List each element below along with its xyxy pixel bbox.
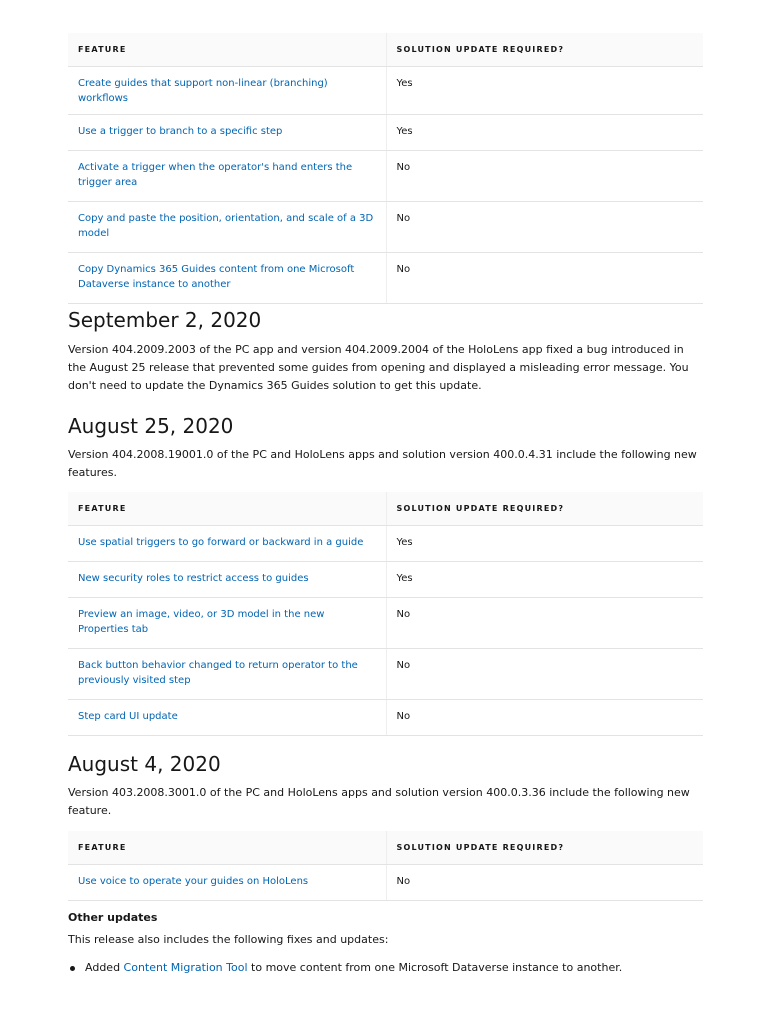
feature-link[interactable]: Back button behavior changed to return operator to the previously visited step xyxy=(68,649,386,700)
other-updates-intro: This release also includes the following fixes and updates: xyxy=(68,933,389,946)
required-value: Yes xyxy=(386,526,703,562)
list-item xyxy=(70,959,622,977)
table-row xyxy=(68,865,703,901)
feature-link[interactable]: Use voice to operate your guides on HoloLens xyxy=(68,865,386,901)
table-row xyxy=(68,562,703,598)
required-value: Yes xyxy=(386,67,703,115)
section-body-september-2: Version 404.2009.2003 of the PC app and version 404.2009.2004 of the HoloLens app fixed a bug introduced in the August 25 release that prevented some guides from opening and displayed a misleading error message. You don't need to update the Dynamics 365 Guides solution to get this update. xyxy=(68,343,689,392)
table-row xyxy=(68,598,703,649)
table-row xyxy=(68,253,703,304)
table-header-row xyxy=(68,33,703,67)
feature-link[interactable]: Step card UI update xyxy=(68,700,386,736)
section-heading-september-2: September 2, 2020 xyxy=(68,308,262,332)
table-header-row xyxy=(68,492,703,526)
bullet-prefix: Added xyxy=(85,961,121,974)
required-value: No xyxy=(386,700,703,736)
required-value: No xyxy=(386,865,703,901)
solution-update-column-header: SOLUTION UPDATE REQUIRED? xyxy=(386,492,703,526)
table-row xyxy=(68,67,703,115)
content-migration-tool-link[interactable]: Content Migration Tool xyxy=(123,961,248,974)
section-heading-august-4: August 4, 2020 xyxy=(68,752,221,776)
feature-link[interactable]: Use spatial triggers to go forward or backward in a guide xyxy=(68,526,386,562)
feature-column-header: FEATURE xyxy=(68,831,386,865)
required-value: No xyxy=(386,202,703,253)
feature-table-3 xyxy=(68,831,703,901)
solution-update-column-header: SOLUTION UPDATE REQUIRED? xyxy=(386,33,703,67)
table-header-row xyxy=(68,831,703,865)
required-value: No xyxy=(386,649,703,700)
feature-link[interactable]: Create guides that support non-linear (branching) workflows xyxy=(68,67,386,115)
section-body-august-4: Version 403.2008.3001.0 of the PC and HoloLens apps and solution version 400.0.3.36 include the following new feature. xyxy=(68,786,690,817)
feature-link[interactable]: Preview an image, video, or 3D model in the new Properties tab xyxy=(68,598,386,649)
feature-link[interactable]: Copy and paste the position, orientation, and scale of a 3D model xyxy=(68,202,386,253)
feature-link[interactable]: Use a trigger to branch to a specific step xyxy=(68,115,386,151)
other-updates-heading: Other updates xyxy=(68,911,158,924)
feature-link[interactable]: New security roles to restrict access to guides xyxy=(68,562,386,598)
required-value: No xyxy=(386,598,703,649)
feature-column-header: FEATURE xyxy=(68,33,386,67)
bullet-suffix: to move content from one Microsoft Dataverse instance to another. xyxy=(251,961,623,974)
solution-update-column-header: SOLUTION UPDATE REQUIRED? xyxy=(386,831,703,865)
feature-link[interactable]: Activate a trigger when the operator's hand enters the trigger area xyxy=(68,151,386,202)
required-value: No xyxy=(386,151,703,202)
table-row xyxy=(68,700,703,736)
feature-table-1 xyxy=(68,33,703,304)
feature-column-header: FEATURE xyxy=(68,492,386,526)
bullet-icon xyxy=(70,966,75,971)
required-value: Yes xyxy=(386,115,703,151)
required-value: No xyxy=(386,253,703,304)
table-row xyxy=(68,115,703,151)
feature-link[interactable]: Copy Dynamics 365 Guides content from one Microsoft Dataverse instance to another xyxy=(68,253,386,304)
table-row xyxy=(68,649,703,700)
required-value: Yes xyxy=(386,562,703,598)
table-row xyxy=(68,526,703,562)
section-body-august-25: Version 404.2008.19001.0 of the PC and HoloLens apps and solution version 400.0.4.31 include the following new features. xyxy=(68,448,697,479)
table-row xyxy=(68,202,703,253)
table-row xyxy=(68,151,703,202)
feature-table-2 xyxy=(68,492,703,736)
section-heading-august-25: August 25, 2020 xyxy=(68,414,234,438)
